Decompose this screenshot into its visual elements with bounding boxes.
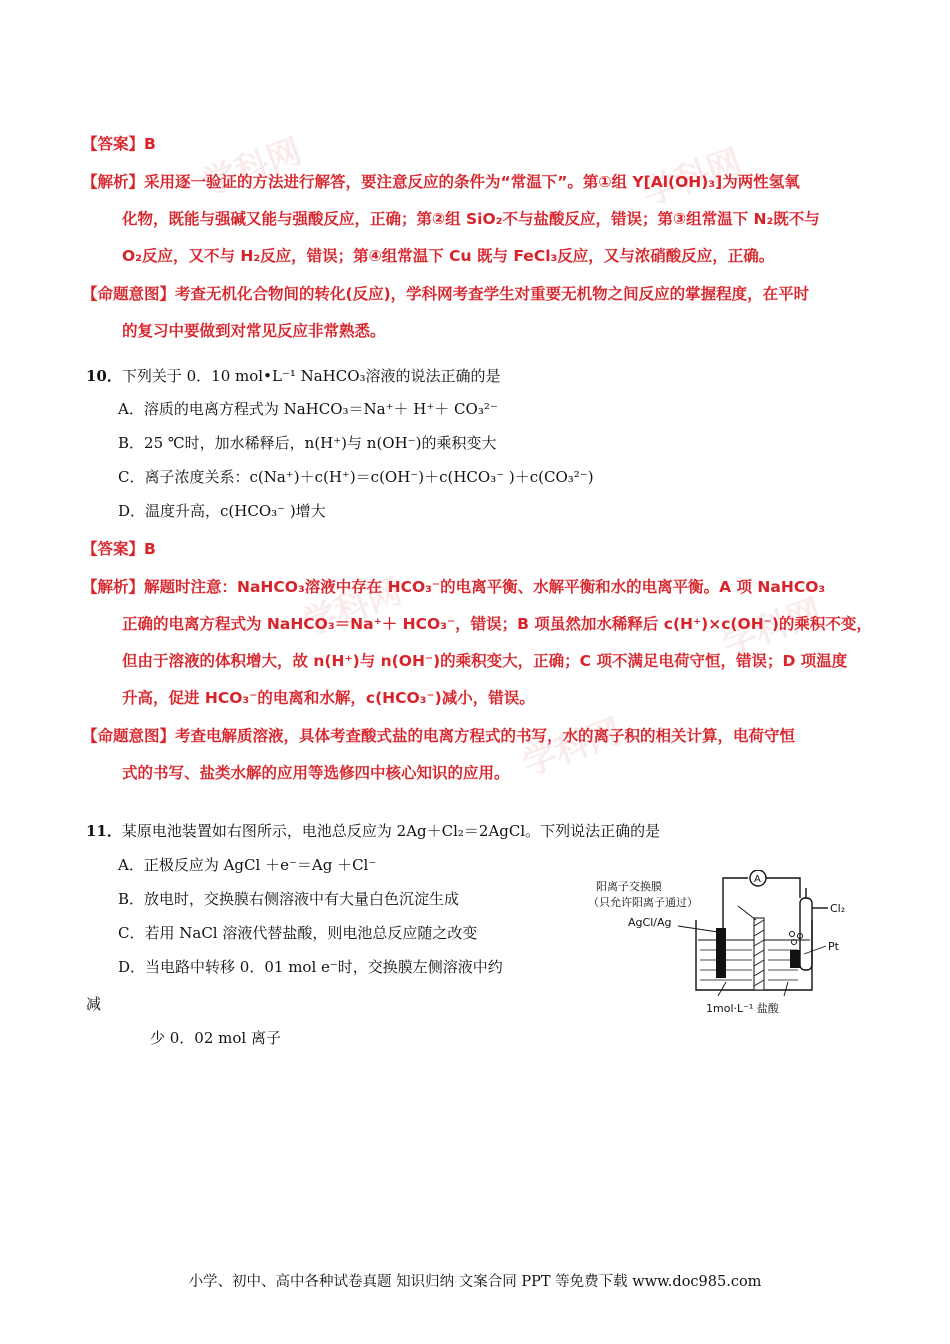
gas-label: Cl₂ — [830, 902, 846, 915]
membrane-label-2: （只允许阳离子通过） — [588, 896, 698, 909]
q11-option-c: C．若用 NaCl 溶液代替盐酸，则电池总反应随之改变 — [118, 924, 478, 942]
q11-option-b: B．放电时，交换膜右侧溶液中有大量白色沉淀生成 — [118, 890, 460, 908]
q9-analysis-line-3: O₂反应，又不与 H₂反应，错误；第④组常温下 Cu 既与 FeCl₃反应，又与浓硝酸反应，正确。 — [122, 247, 775, 265]
q11-number: 11． — [86, 822, 122, 840]
membrane-label-1: 阳离子交换膜 — [596, 880, 662, 893]
page-footer: 小学、初中、高中各种试卷真题 知识归纳 文案合同 PPT 等免费下载 www.doc985.com — [188, 1274, 762, 1290]
q10-option-a: A．溶质的电离方程式为 NaHCO₃＝Na⁺＋ H⁺＋ CO₃²⁻ — [118, 400, 498, 418]
q9-analysis-line-2: 化物，既能与强碱又能与强酸反应，正确；第②组 SiO₂不与盐酸反应，错误；第③组常温下 N₂既不与 — [122, 210, 820, 228]
q11-stem — [86, 821, 660, 841]
q10-answer: 【答案】B — [82, 540, 156, 558]
ammeter-label: A — [754, 874, 761, 885]
right-electrode-label: Pt — [828, 940, 839, 953]
q11-stem-text: 某原电池装置如右图所示，电池总反应为 2Ag＋Cl₂＝2AgCl。下列说法正确的是 — [121, 822, 661, 840]
galvanic-cell-diagram — [588, 870, 858, 1025]
q10-stem-text: 下列关于 0．10 mol•L⁻¹ NaHCO₃溶液的说法正确的是 — [121, 367, 501, 385]
watermark: 学科网 — [717, 591, 827, 665]
q10-option-c: C．离子浓度关系：c(Na⁺)＋c(H⁺)＝c(OH⁻)＋c(HCO₃⁻ )＋c(CO₃²⁻) — [118, 468, 594, 486]
q10-option-b: B．25 ℃时，加水稀释后，n(H⁺)与 n(OH⁻)的乘积变大 — [118, 434, 497, 452]
q10-analysis-line-4: 升高，促进 HCO₃⁻的电离和水解，c(HCO₃⁻)减小，错误。 — [122, 689, 535, 707]
q11-option-a: A．正极反应为 AgCl ＋e⁻＝Ag ＋Cl⁻ — [118, 856, 377, 874]
watermark: 学科网 — [297, 571, 407, 645]
q9-analysis-line-1: 【解析】采用逐一验证的方法进行解答，要注意反应的条件为“常温下”。第①组 Y[Al(OH)₃]为两性氢氧 — [82, 173, 800, 191]
q10-option-d: D．温度升高，c(HCO₃⁻ )增大 — [118, 502, 326, 520]
q9-answer: 【答案】B — [82, 135, 156, 153]
q11-option-d-cont-1: 减 — [86, 995, 102, 1013]
q10-intent-line-1: 【命题意图】考查电解质溶液，具体考查酸式盐的电离方程式的书写，水的离子积的相关计算，电荷守恒 — [82, 727, 796, 745]
q10-analysis-line-2: 正确的电离方程式为 NaHCO₃＝Na⁺＋ HCO₃⁻，错误；B 项虽然加水稀释后 c(H⁺)×c(OH⁻)的乘积不变， — [122, 615, 872, 633]
q11-option-d: D．当电路中转移 0．01 mol e⁻时，交换膜左侧溶液中约 — [118, 958, 503, 976]
q9-intent-line-1: 【命题意图】考查无机化合物间的转化(反应)，学科网考查学生对重要无机物之间反应的掌握程度，在平时 — [82, 285, 810, 303]
watermark: 学科网 — [197, 131, 307, 205]
left-electrode-label: AgCl/Ag — [628, 916, 672, 929]
q10-intent-line-2: 式的书写、盐类水解的应用等选修四中核心知识的应用。 — [122, 764, 510, 782]
q11-option-d-cont-2: 少 0．02 mol 离子 — [150, 1029, 281, 1047]
solution-label: 1mol·L⁻¹ 盐酸 — [706, 1002, 779, 1015]
watermark: 学科网 — [517, 711, 627, 785]
watermark: 学科网 — [637, 141, 747, 215]
q10-number: 10． — [86, 367, 122, 385]
q10-analysis-line-3: 但由于溶液的体积增大，故 n(H⁺)与 n(OH⁻)的乘积变大，正确；C 项不满足电荷守恒，错误；D 项温度 — [122, 652, 848, 670]
q9-intent-line-2: 的复习中要做到对常见反应非常熟悉。 — [122, 322, 386, 340]
q10-stem — [86, 366, 501, 386]
q10-analysis-line-1: 【解析】解题时注意：NaHCO₃溶液中存在 HCO₃⁻的电离平衡、水解平衡和水的电离平衡。A 项 NaHCO₃ — [82, 578, 826, 596]
